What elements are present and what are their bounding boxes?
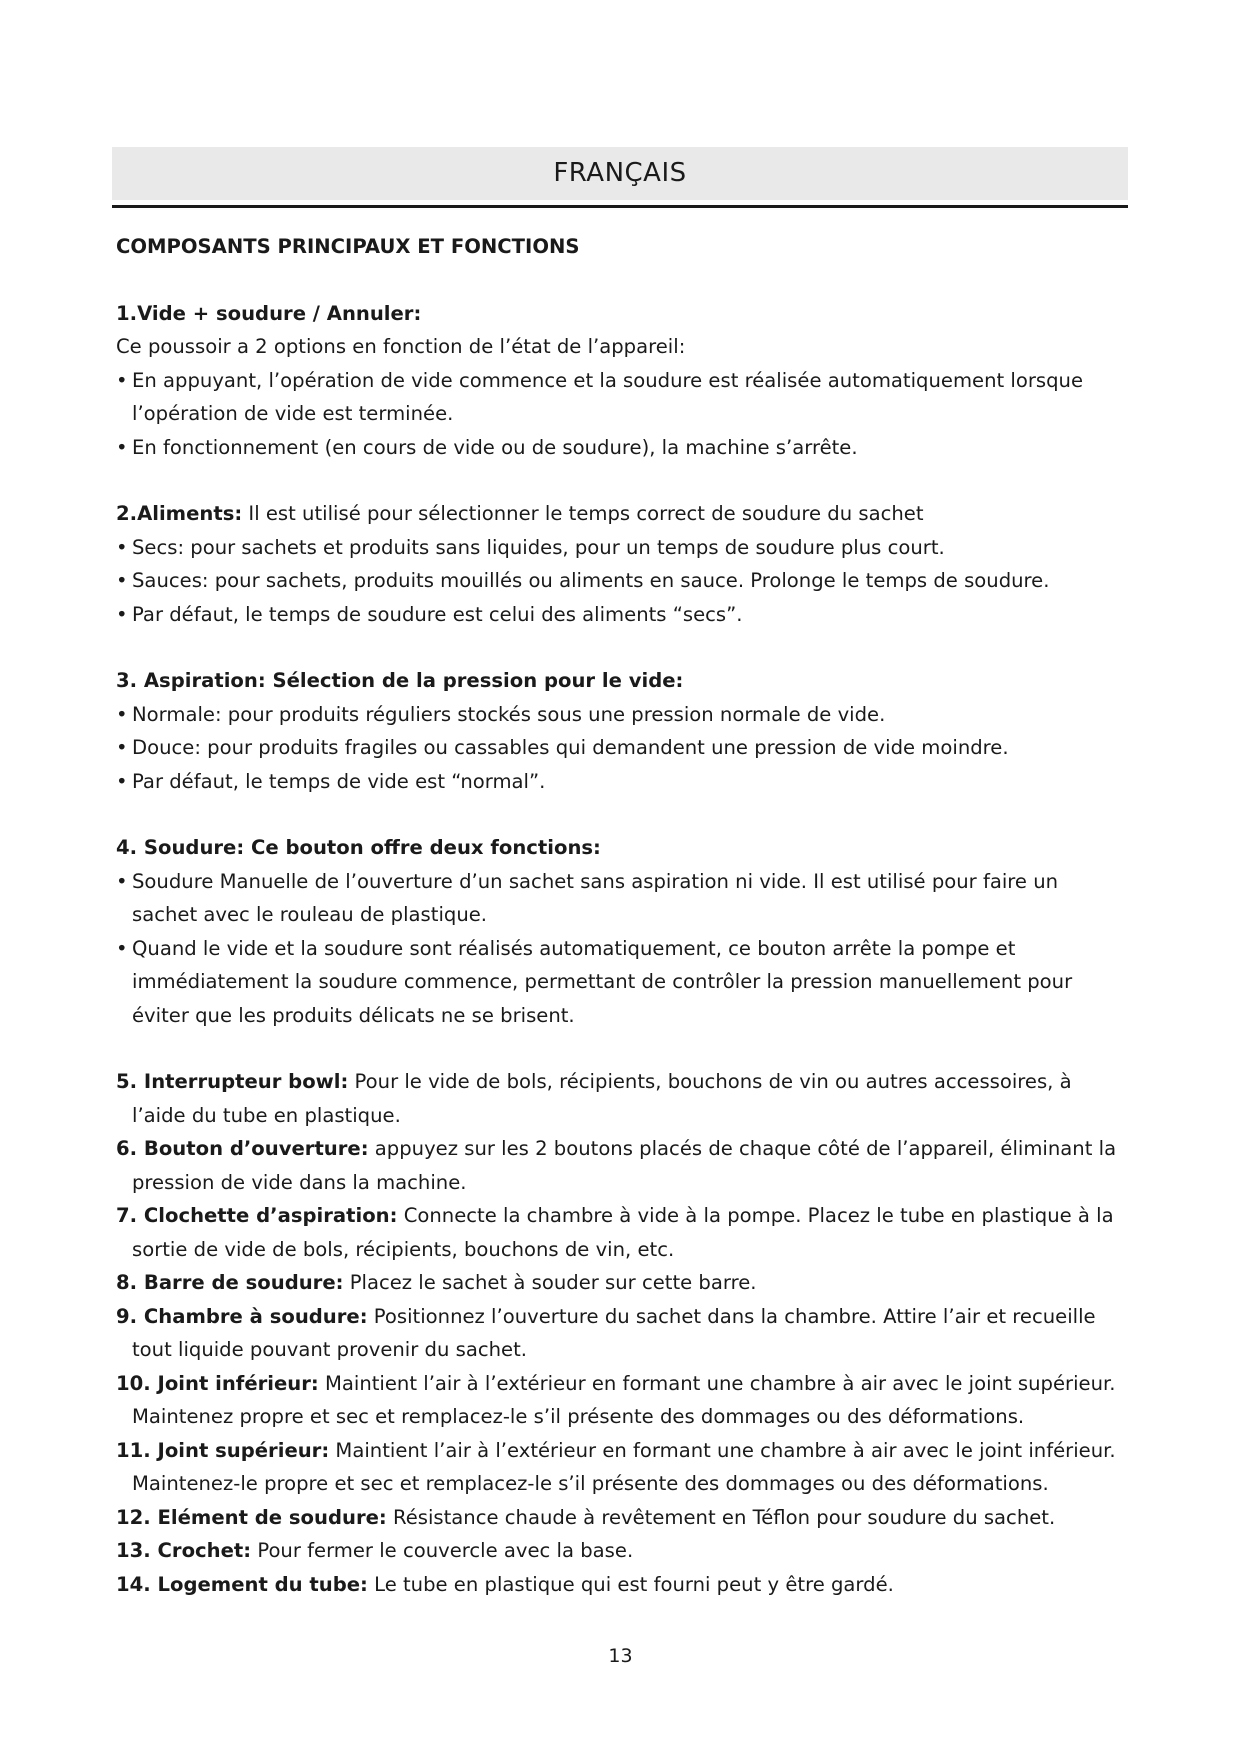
list-item xyxy=(116,1434,1128,1501)
item-text: Maintient l’air à l’extérieur en formant une chambre à air avec le joint inférieur. Maintenez-le propre et sec et remplacez-le s’il présente des dommages ou des déformations. xyxy=(132,1438,1116,1495)
bullet-item: • Par défaut, le temps de soudure est celui des aliments “secs”. xyxy=(116,598,1128,632)
list-item xyxy=(116,1300,1128,1367)
list-item xyxy=(116,1568,1128,1602)
bullet-item: • Douce: pour produits fragiles ou cassables qui demandent une pression de vide moindre. xyxy=(116,731,1128,765)
bullet-item: • Normale: pour produits réguliers stockés sous une pression normale de vide. xyxy=(116,698,1128,732)
item-text: Le tube en plastique qui est fourni peut y être gardé. xyxy=(367,1572,894,1596)
block4-bullets xyxy=(116,865,1128,1033)
item-label: 7. Clochette d’aspiration: xyxy=(116,1204,398,1227)
item-text: Placez le sachet à souder sur cette barre. xyxy=(343,1271,757,1294)
item-label: 14. Logement du tube: xyxy=(116,1572,368,1596)
block3-bullets xyxy=(116,698,1128,799)
block-soudure xyxy=(116,831,1128,1032)
list-item xyxy=(116,1065,1128,1132)
section-title: COMPOSANTS PRINCIPAUX ET FONCTIONS xyxy=(116,235,580,258)
list-item xyxy=(116,1132,1128,1199)
item-text: Résistance chaude à revêtement en Téflon pour soudure du sachet. xyxy=(386,1505,1056,1529)
components-list xyxy=(116,1065,1128,1601)
item-text: Pour fermer le couvercle avec la base. xyxy=(251,1539,634,1562)
block1-title: 1.Vide + soudure / Annuler: xyxy=(116,301,422,325)
item-text: Connecte la chambre à vide à la pompe. Placez le tube en plastique à la sortie de vide de bols, récipients, bouchons de vin, etc. xyxy=(132,1204,1114,1261)
block-vide-soudure xyxy=(116,297,1128,465)
item-label: 9. Chambre à soudure: xyxy=(116,1304,368,1328)
main-content xyxy=(116,230,1128,1601)
item-label: 8. Barre de soudure: xyxy=(116,1271,344,1294)
block2-heading-line xyxy=(116,497,1128,531)
block-aspiration xyxy=(116,664,1128,798)
bullet-item: • Secs: pour sachets et produits sans liquides, pour un temps de soudure plus court. xyxy=(116,531,1128,565)
item-label: 13. Crochet: xyxy=(116,1539,252,1562)
list-item xyxy=(116,1501,1128,1535)
bullet-item: • Quand le vide et la soudure sont réalisés automatiquement, ce bouton arrête la pompe et immédiatement la soudure commence, permettant de contrôler la pression manuellement pour éviter que les produits délicats ne se brisent. xyxy=(116,932,1128,1033)
item-text: Positionnez l’ouverture du sachet dans la chambre. Attire l’air et recueille tout liquide pouvant provenir du sachet. xyxy=(132,1304,1096,1361)
block1-bullets xyxy=(116,364,1128,465)
block4-title: 4. Soudure: Ce bouton offre deux fonctions: xyxy=(116,836,601,859)
bullet-item: • En fonctionnement (en cours de vide ou de soudure), la machine s’arrête. xyxy=(116,431,1128,465)
item-label: 11. Joint supérieur: xyxy=(116,1438,330,1462)
block3-title: 3. Aspiration: Sélection de la pression pour le vide: xyxy=(116,669,684,692)
item-text: Maintient l’air à l’extérieur en formant une chambre à air avec le joint supérieur. Maintenez propre et sec et remplacez-le s’il présente des dommages ou des déformations. xyxy=(132,1371,1116,1428)
page-number: 13 xyxy=(608,1645,633,1667)
block-aliments xyxy=(116,497,1128,631)
block1-intro: Ce poussoir a 2 options en fonction de l’état de l’appareil: xyxy=(116,335,686,358)
item-label: 6. Bouton d’ouverture: xyxy=(116,1137,369,1160)
list-item xyxy=(116,1534,1128,1568)
list-item xyxy=(116,1367,1128,1434)
list-item xyxy=(116,1199,1128,1266)
bullet-item: • Sauces: pour sachets, produits mouillés ou aliments en sauce. Prolonge le temps de soudure. xyxy=(116,564,1128,598)
block2-intro: Il est utilisé pour sélectionner le temps correct de soudure du sachet xyxy=(242,502,924,525)
item-label: 10. Joint inférieur: xyxy=(116,1371,319,1395)
list-item xyxy=(116,1266,1128,1300)
bullet-item: • En appuyant, l’opération de vide commence et la soudure est réalisée automatiquement lorsque l’opération de vide est terminée. xyxy=(116,364,1128,431)
header-rule xyxy=(112,205,1128,208)
item-label: 12. Elément de soudure: xyxy=(116,1505,387,1529)
item-text: appuyez sur les 2 boutons placés de chaque côté de l’appareil, éliminant la pression de vide dans la machine. xyxy=(132,1137,1117,1194)
item-text: Pour le vide de bols, récipients, bouchons de vin ou autres accessoires, à l’aide du tube en plastique. xyxy=(132,1070,1072,1127)
language-header: FRANÇAIS xyxy=(112,147,1128,200)
bullet-item: • Par défaut, le temps de vide est “normal”. xyxy=(116,765,1128,799)
block2-title: 2.Aliments: xyxy=(116,502,243,525)
bullet-item: • Soudure Manuelle de l’ouverture d’un sachet sans aspiration ni vide. Il est utilisé pour faire un sachet avec le rouleau de plastique. xyxy=(116,865,1128,932)
item-label: 5. Interrupteur bowl: xyxy=(116,1070,349,1093)
block2-bullets xyxy=(116,531,1128,632)
